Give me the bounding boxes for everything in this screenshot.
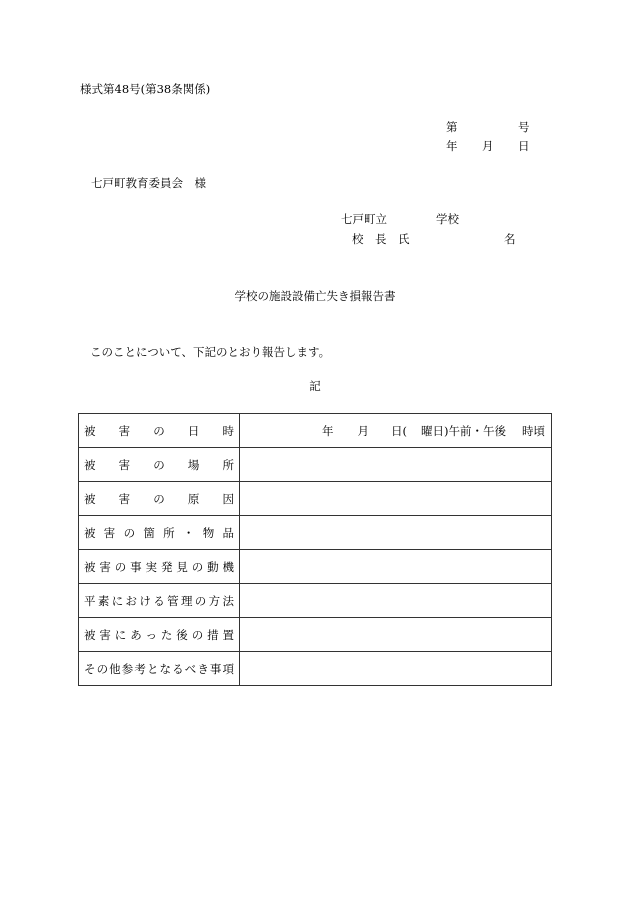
datetime-month-label: 月: [357, 423, 369, 438]
damage-cause-field[interactable]: [240, 482, 552, 516]
body-text: このことについて、下記のとおり報告します。: [90, 345, 331, 359]
date-year-label: 年: [446, 139, 458, 153]
datetime-template: [246, 423, 545, 439]
form-number: 様式第48号(第38条関係): [80, 82, 211, 96]
table-row: [79, 550, 552, 584]
document-number-label: 第: [446, 120, 458, 134]
other-notes-field[interactable]: [240, 652, 552, 686]
damaged-item-field[interactable]: [240, 516, 552, 550]
date-month-label: 月: [482, 139, 494, 153]
document-number-suffix: 号: [518, 120, 530, 134]
damage-location-field[interactable]: [240, 448, 552, 482]
table-row: [79, 448, 552, 482]
datetime-ampm-label: 午前・午後: [448, 423, 506, 438]
row-label: 被害の事実発見の動機: [79, 550, 240, 584]
table-row: [79, 482, 552, 516]
row-label: 被害の原因: [79, 482, 240, 516]
row-label: その他参考となるべき事項: [79, 652, 240, 686]
ki-heading: 記: [309, 379, 321, 393]
row-label: 被害の箇所・物品: [79, 516, 240, 550]
principal-name-suffix: 名: [504, 232, 516, 246]
damage-datetime-field[interactable]: [240, 414, 552, 448]
discovery-reason-field[interactable]: [240, 550, 552, 584]
datetime-weekday-label: 曜日): [421, 423, 449, 438]
row-label: 平素における管理の方法: [79, 584, 240, 618]
document-title: 学校の施設設備亡失き損報告書: [234, 289, 396, 303]
datetime-day-label: 日(: [391, 423, 407, 438]
recipient: 七戸町教育委員会 様: [91, 176, 206, 190]
report-table: [78, 413, 552, 686]
row-label: 被害の場所: [79, 448, 240, 482]
table-row: [79, 652, 552, 686]
table-row: [79, 516, 552, 550]
school-name-suffix: 学校: [436, 212, 459, 226]
datetime-year-label: 年: [322, 423, 334, 438]
table-row: [79, 618, 552, 652]
table-row: [79, 414, 552, 448]
post-damage-measures-field[interactable]: [240, 618, 552, 652]
row-label: 被害にあった後の措置: [79, 618, 240, 652]
row-label: 被害の日時: [79, 414, 240, 448]
table-row: [79, 584, 552, 618]
management-method-field[interactable]: [240, 584, 552, 618]
datetime-time-label: 時頃: [522, 423, 545, 438]
school-name-prefix: 七戸町立: [341, 212, 387, 226]
date-day-label: 日: [518, 139, 530, 153]
principal-name-label: 校 長 氏: [352, 232, 410, 246]
